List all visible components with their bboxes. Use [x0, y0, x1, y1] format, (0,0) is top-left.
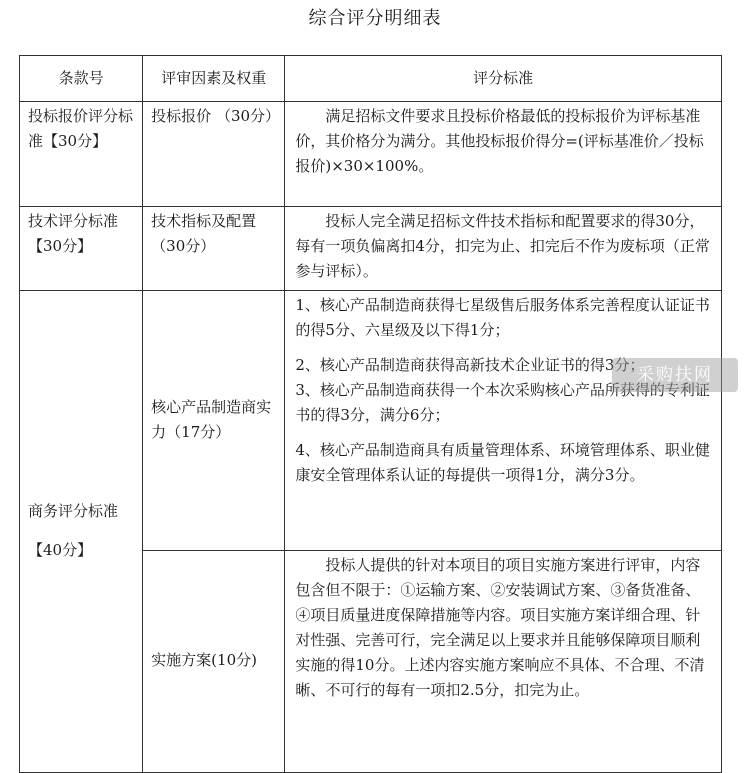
header-standard: 评分标准 — [285, 56, 722, 102]
page-title: 综合评分明细表 — [308, 8, 442, 29]
table-row — [20, 207, 722, 291]
clause-points: 【40分】 — [28, 540, 93, 559]
table-row — [20, 291, 722, 551]
factor-cell — [143, 102, 285, 207]
clause-cell — [20, 102, 143, 207]
factor-text: 实施方案(10分) — [151, 651, 257, 669]
criterion-item: 1、核心产品制造商获得七星级售后服务体系完善程度认证证书的得5分、六星级及以下得1分； — [295, 296, 710, 339]
header-clause: 条款号 — [20, 56, 143, 102]
standard-text: 投标人完全满足招标文件技术指标和配置要求的得30分，每有一项负偏离扣4分，扣完为止、扣完后不作为废标项（正常参与评标）。 — [295, 212, 710, 280]
clause-text: 技术评分标准【30分】 — [28, 212, 119, 255]
factor-text: 投标报价 （30分） — [151, 107, 281, 125]
standard-text: 满足招标文件要求且投标价格最低的投标报价为评标基准价，其价格分为满分。其他投标报价得分=(评标基准价／投标报价)×30×100%。 — [295, 107, 704, 175]
standard-cell — [285, 207, 722, 291]
factor-text: 核心产品制造商实力（17分） — [151, 397, 272, 441]
table-row — [20, 102, 722, 207]
factor-cell — [143, 551, 285, 773]
clause-text: 投标报价评分标准【30分】 — [28, 107, 134, 150]
standard-text: 投标人提供的针对本项目的项目实施方案进行评审，内容包含但不限于：①运输方案、②安装调试方案、③备货准备、④项目质量进度保障措施等内容。项目实施方案详细合理、针对性强、完善可行，完全满足以上要求并且能够保障项目顺利实施的得10分。上述内容实施方案响应不具体、不合理、不清晰、不可行的每有一项扣2.5分，扣完为止。 — [295, 556, 705, 699]
clause-text: 商务评分标准 — [28, 501, 119, 520]
header-factor: 评审因素及权重 — [143, 56, 285, 102]
criterion-item: 3、核心产品制造商获得一个本次采购核心产品所获得的专利证书的得3分，满分6分； — [295, 381, 710, 424]
watermark: 采购扶网 — [612, 358, 738, 392]
factor-text: 技术指标及配置（30分） — [151, 212, 257, 255]
factor-cell — [143, 291, 285, 551]
clause-cell — [20, 207, 143, 291]
criterion-item: 4、核心产品制造商具有质量管理体系、环境管理体系、职业健康安全管理体系认证的每提供一项得1分，满分3分。 — [295, 441, 710, 484]
standard-cell — [285, 291, 722, 551]
standard-cell — [285, 102, 722, 207]
clause-cell — [20, 291, 143, 773]
criterion-item: 2、核心产品制造商获得高新技术企业证书的得3分； — [295, 356, 645, 374]
factor-cell — [143, 207, 285, 291]
scoring-table — [19, 55, 722, 773]
standard-cell — [285, 551, 722, 773]
table-header-row — [20, 56, 722, 102]
